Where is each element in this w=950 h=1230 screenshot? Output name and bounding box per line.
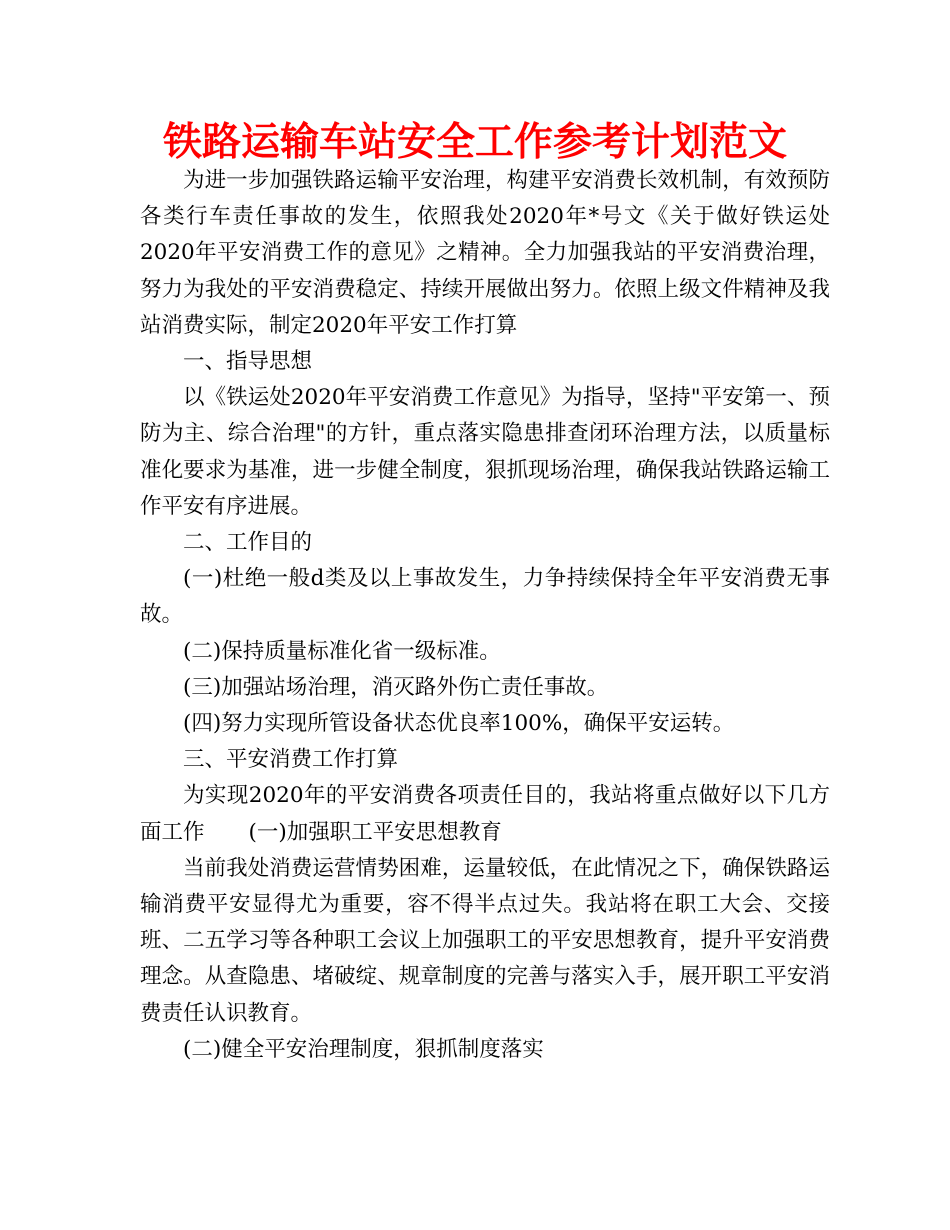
section-heading-work-goals: 二、工作目的 — [183, 530, 313, 556]
subsection-heading-safety-education: (一)加强职工平安思想教育 — [248, 819, 502, 845]
intro-paragraph: 为进一步加强铁路运输平安治理，构建平安消费长效机制，有效预防各类行车责任事故的发生，依照我处2020年*号文《关于做好铁运处2020年平安消费工作的意见》之精神。全力加强我站的平安消费治理，努力为我处的平安消费稳定、持续开展做出努力。依照上级文件精神及我站消费实际，制定2020年平安工作打算 — [140, 168, 830, 338]
work-plan-intro-text: 为实现2020年的平安消费各项责任目的，我站将重点做好以下几方面工作 — [140, 783, 830, 845]
goal-item-2: (二)保持质量标准化省一级标准。 — [183, 638, 501, 664]
section-heading-guiding-ideology: 一、指导思想 — [183, 349, 313, 375]
goal-item-3: (三)加强站场治理，消灭路外伤亡责任事故。 — [183, 674, 609, 700]
document-body — [140, 163, 830, 1068]
goal-item-4: (四)努力实现所管设备状态优良率100%，确保平安运转。 — [183, 711, 735, 737]
safety-education-paragraph: 当前我处消费运营情势困难，运量较低，在此情况之下，确保铁路运输消费平安显得尤为重要，容不得半点过失。我站将在职工大会、交接班、二五学习等各种职工会议上加强职工的平安思想教育，提升平安消费理念。从查隐患、堵破绽、规章制度的完善与落实入手，展开职工平安消费责任认识教育。 — [140, 855, 830, 1026]
goal-item-1: (一)杜绝一般d类及以上事故发生，力争持续保持全年平安消费无事故。 — [140, 566, 830, 628]
guiding-ideology-paragraph: 以《铁运处2020年平安消费工作意见》为指导，坚持"平安第一、预防为主、综合治理"的方针，重点落实隐患排查闭环治理方法，以质量标准化要求为基准，进一步健全制度，狠抓现场治理，确保我站铁路运输工作平安有序进展。 — [140, 385, 830, 519]
document-title: 铁路运输车站安全工作参考计划范文 — [162, 120, 787, 165]
subsection-heading-safety-management: (二)健全平安治理制度，狠抓制度落实 — [183, 1036, 544, 1062]
section-heading-work-plan: 三、平安消费工作打算 — [183, 747, 399, 773]
work-plan-intro-paragraph — [140, 778, 830, 850]
